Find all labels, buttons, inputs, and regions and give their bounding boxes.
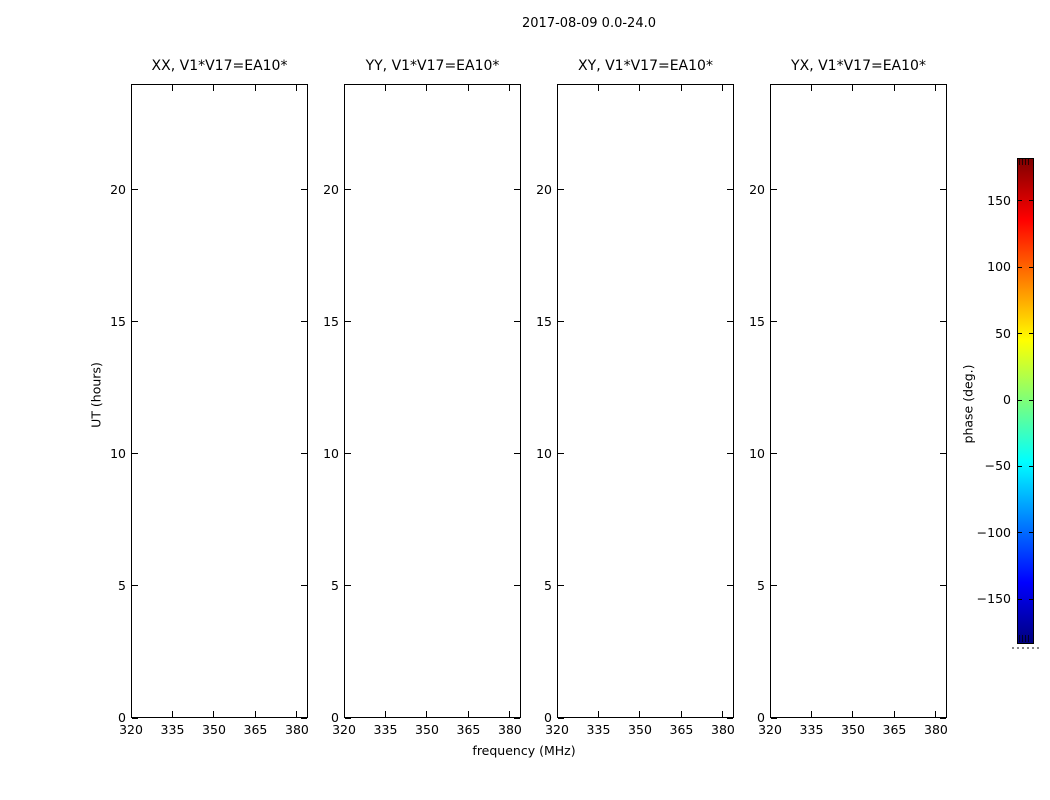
- x-tick-label: 335: [799, 722, 824, 737]
- x-tick-bottom: [681, 711, 682, 717]
- colorbar-dotted-edge: [1012, 647, 1039, 649]
- x-tick-label: 335: [160, 722, 185, 737]
- colorbar-tick-right: [1029, 599, 1033, 600]
- colorbar-tick-label: 50: [995, 325, 1011, 341]
- y-tick-left: [771, 453, 777, 454]
- subplot-title: YX, V1*V17=EA10*: [791, 58, 926, 74]
- y-tick-label: 15: [749, 313, 765, 329]
- x-tick-top: [639, 85, 640, 91]
- y-tick-left: [771, 321, 777, 322]
- y-tick-left: [345, 453, 351, 454]
- y-tick-label: 0: [757, 710, 765, 725]
- y-tick-label: 15: [323, 313, 339, 329]
- x-tick-label: 350: [415, 722, 439, 737]
- x-tick-label: 350: [841, 722, 865, 737]
- colorbar: [1017, 158, 1034, 644]
- colorbar-tick-label: −100: [976, 524, 1011, 540]
- x-tick-label: 365: [456, 722, 481, 737]
- y-tick-label: 20: [323, 181, 339, 197]
- x-tick-bottom: [894, 711, 895, 717]
- colorbar-tick-left: [1018, 466, 1022, 467]
- x-tick-bottom: [557, 711, 558, 717]
- x-tick-label: 350: [202, 722, 226, 737]
- x-tick-top: [935, 85, 936, 91]
- colorbar-tick-right: [1029, 400, 1033, 401]
- x-tick-top: [255, 85, 256, 91]
- y-tick-left: [132, 321, 138, 322]
- y-tick-left: [345, 321, 351, 322]
- y-tick-label: 5: [544, 577, 552, 593]
- y-tick-label: 5: [118, 577, 126, 593]
- y-tick-label: 20: [749, 181, 765, 197]
- y-axis-label: UT (hours): [88, 362, 104, 428]
- colorbar-bottom-comb: [1019, 635, 1031, 642]
- subplot-title: YY, V1*V17=EA10*: [365, 58, 500, 74]
- x-tick-bottom: [131, 711, 132, 717]
- x-tick-bottom: [213, 711, 214, 717]
- x-tick-bottom: [385, 711, 386, 717]
- x-tick-top: [213, 85, 214, 91]
- y-tick-left: [558, 189, 564, 190]
- x-tick-label: 380: [285, 722, 309, 737]
- x-tick-label: 320: [545, 722, 569, 737]
- colorbar-tick-right: [1029, 466, 1033, 467]
- subplot-title: XX, V1*V17=EA10*: [151, 58, 288, 74]
- x-tick-top: [598, 85, 599, 91]
- y-tick-left: [345, 718, 351, 719]
- y-tick-label: 10: [110, 445, 126, 461]
- colorbar-tick-left: [1018, 200, 1022, 201]
- x-tick-bottom: [426, 711, 427, 717]
- x-axis-label: frequency (MHz): [472, 743, 576, 758]
- colorbar-top-comb: [1019, 159, 1031, 165]
- y-tick-left: [771, 585, 777, 586]
- x-tick-top: [131, 85, 132, 91]
- y-tick-label: 0: [118, 710, 126, 725]
- y-tick-label: 10: [536, 445, 552, 461]
- colorbar-tick-right: [1029, 267, 1033, 268]
- x-tick-bottom: [639, 711, 640, 717]
- x-tick-label: 335: [373, 722, 398, 737]
- colorbar-tick-label: 150: [987, 192, 1011, 208]
- y-tick-label: 5: [757, 577, 765, 593]
- subplot-4: [770, 84, 947, 718]
- y-tick-right: [940, 453, 946, 454]
- x-tick-top: [681, 85, 682, 91]
- x-tick-top: [722, 85, 723, 91]
- y-tick-left: [558, 321, 564, 322]
- y-tick-left: [345, 585, 351, 586]
- colorbar-label: phase (deg.): [960, 364, 976, 444]
- colorbar-tick-right: [1029, 333, 1033, 334]
- y-tick-label: 15: [536, 313, 552, 329]
- y-tick-left: [558, 453, 564, 454]
- x-tick-bottom: [468, 711, 469, 717]
- x-tick-top: [509, 85, 510, 91]
- x-tick-label: 365: [243, 722, 268, 737]
- colorbar-tick-label: −150: [976, 591, 1011, 607]
- x-tick-bottom: [598, 711, 599, 717]
- x-tick-top: [811, 85, 812, 91]
- subplot-3: [557, 84, 734, 718]
- x-tick-bottom: [770, 711, 771, 717]
- y-tick-label: 20: [110, 181, 126, 197]
- x-tick-top: [894, 85, 895, 91]
- x-tick-top: [468, 85, 469, 91]
- y-tick-right: [940, 718, 946, 719]
- y-tick-label: 10: [323, 445, 339, 461]
- y-tick-right: [940, 585, 946, 586]
- x-tick-bottom: [344, 711, 345, 717]
- colorbar-tick-left: [1018, 267, 1022, 268]
- y-tick-left: [132, 585, 138, 586]
- subplot-2: [344, 84, 521, 718]
- y-tick-left: [558, 718, 564, 719]
- x-tick-label: 365: [669, 722, 694, 737]
- y-tick-left: [771, 718, 777, 719]
- y-tick-left: [771, 189, 777, 190]
- subplot-1: [131, 84, 308, 718]
- x-tick-label: 320: [332, 722, 356, 737]
- colorbar-tick-left: [1018, 599, 1022, 600]
- y-tick-label: 10: [749, 445, 765, 461]
- colorbar-tick-left: [1018, 400, 1022, 401]
- x-tick-bottom: [172, 711, 173, 717]
- y-tick-left: [132, 718, 138, 719]
- y-tick-left: [132, 453, 138, 454]
- x-tick-label: 320: [119, 722, 143, 737]
- y-tick-left: [132, 189, 138, 190]
- x-tick-label: 380: [711, 722, 735, 737]
- x-tick-top: [344, 85, 345, 91]
- colorbar-tick-left: [1018, 532, 1022, 533]
- colorbar-tick-left: [1018, 333, 1022, 334]
- x-tick-label: 365: [882, 722, 907, 737]
- x-tick-top: [426, 85, 427, 91]
- colorbar-tick-right: [1029, 532, 1033, 533]
- y-tick-label: 0: [544, 710, 552, 725]
- y-tick-right: [940, 321, 946, 322]
- x-tick-label: 380: [498, 722, 522, 737]
- x-tick-top: [385, 85, 386, 91]
- figure-title: 2017-08-09 0.0-24.0: [522, 16, 656, 31]
- y-tick-label: 0: [331, 710, 339, 725]
- y-tick-label: 5: [331, 577, 339, 593]
- y-tick-left: [558, 585, 564, 586]
- x-tick-top: [172, 85, 173, 91]
- x-tick-top: [557, 85, 558, 91]
- colorbar-tick-right: [1029, 200, 1033, 201]
- y-tick-left: [345, 189, 351, 190]
- x-tick-top: [770, 85, 771, 91]
- x-tick-label: 350: [628, 722, 652, 737]
- colorbar-tick-label: −50: [984, 458, 1011, 474]
- x-tick-bottom: [935, 711, 936, 717]
- x-tick-bottom: [852, 711, 853, 717]
- x-tick-top: [852, 85, 853, 91]
- x-tick-bottom: [255, 711, 256, 717]
- x-tick-label: 320: [758, 722, 782, 737]
- y-tick-right: [940, 189, 946, 190]
- x-tick-top: [296, 85, 297, 91]
- x-tick-bottom: [811, 711, 812, 717]
- y-tick-label: 20: [536, 181, 552, 197]
- x-tick-label: 335: [586, 722, 611, 737]
- y-tick-label: 15: [110, 313, 126, 329]
- subplot-title: XY, V1*V17=EA10*: [578, 58, 713, 74]
- colorbar-tick-label: 100: [987, 259, 1011, 275]
- colorbar-tick-label: 0: [1003, 392, 1011, 407]
- x-tick-label: 380: [924, 722, 948, 737]
